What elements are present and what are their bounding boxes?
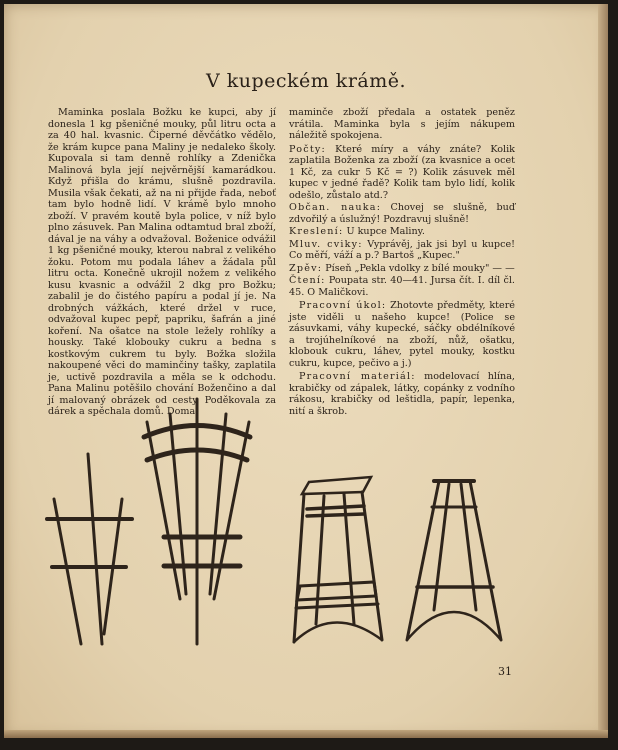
section-label: Zpěv:	[289, 262, 323, 274]
page-title: V kupeckém krámě.	[205, 70, 407, 92]
table-stand-illustration	[294, 477, 382, 642]
craft-illustrations	[4, 4, 608, 738]
section-label: Čtení:	[289, 275, 326, 286]
section-label: Kreslení:	[289, 226, 344, 237]
section-text: Chovej se slušně, buď zdvořilý a úslužný! Pozdravuj slušně!	[289, 202, 515, 225]
section-text: Vyprávěj, jak jsi byl u kupce! Co měří, váží a p.? Bartoš „Kupec."	[289, 238, 515, 261]
fan-trellis-illustration	[144, 399, 250, 644]
page-number: 31	[498, 665, 512, 678]
section-text: U kupce Maliny.	[346, 226, 425, 237]
story-continuation: maminče zboží předala a ostatek peněz vrátila. Maminka byla s jejím nákupem náležitě spokojena.	[289, 107, 515, 141]
section-text: Zhotovte předměty, které jste viděli u našeho kupce! (Police se zásuvkami, váhy kupecké, sáčky obdélníkové a trojúhelníkové na zboží, nůž, ošatku, klobouk cukru, láhev, pytel mouky, kostku cukru, kupce, pečivo a j.)	[289, 300, 515, 369]
story-paragraph: Maminka poslala Božku ke kupci, aby jí donesla 1 kg pšeničné mouky, půl litru octa a za 40 hal. kvasnic. Čiperné děvčátko vědělo, že krám kupce pana Maliny je nedaleko školy. Kupovala si tam denně rohlíky a Zdenička Malinová byla její nejvěrnější kamarádkou. Když přišla do krámu, slušně pozdravila. Musila však čekati, až na ni přijde řada, neboť tam bylo hodně lidí. V krámě bylo mnoho zboží. V pravém koutě byla police, v níž bylo plno zásuvek. Pan Malina odtamtud bral zboží, dával je na váhy a odvažoval. Boženice odvážil 1 kg pšeničné mouky, kterou nabral z velikého žoku. Potom mu podala láhev a žádala půl litru octa. Konečně ukrojil nožem z velikého kusu kvasnic a odvážil 2 dkg pro Božku; zabalil je do čistého papíru a podal jí je. Na drobných vážkách, které držel v ruce, odvažoval kupec pepř, papriku, šafrán a jiné koření. Na ošatce na stole ležely rohlíky a housky. Také klobouky cukru a bedna s kostkovým cukrem tu byly. Božka složila nakoupené věci do maminčiny tašky, zaplatila je, uctivě pozdravila a měla se k odchodu. Pana Malinu potěšilo chování Boženčino a dal jí malovaný obrázek od cesty. Poděkovala za dárek a spěchala domů. Doma	[48, 107, 276, 417]
section-label: Občan. nauka:	[289, 202, 382, 213]
section-label: Počty:	[289, 143, 326, 155]
section-label: Pracovní materiál:	[299, 371, 416, 382]
section-text: Poupata str. 40—41. Jursa čít. I. díl čl. 45. O Maličkovi.	[289, 275, 515, 298]
section-label: Mluv. cviky:	[289, 238, 363, 250]
trellis-stake-illustration	[47, 454, 132, 644]
section-text: Které míry a váhy znáte? Kolik zaplatila Boženka za zboží (za kvasnice a ocet 1 Kč, za cukr 5 Kč = ?) Kolik zásuvek měl kupec v jedné řadě? Kolik tam bylo lidí, kolik odešlo, zůstalo atd.?	[289, 143, 515, 201]
section-label: Pracovní úkol:	[299, 300, 387, 311]
section-text: Píseň „Pekla vdolky z bílé mouky" — —	[325, 262, 515, 274]
book-page	[4, 4, 608, 738]
section-text: modelovací hlína, krabičky od zápalek, látky, copánky z vodního rákosu, krabičky od leštidla, papír, lepenka, nití a škrob.	[289, 371, 515, 417]
trapezoid-stand-illustration	[407, 481, 501, 640]
